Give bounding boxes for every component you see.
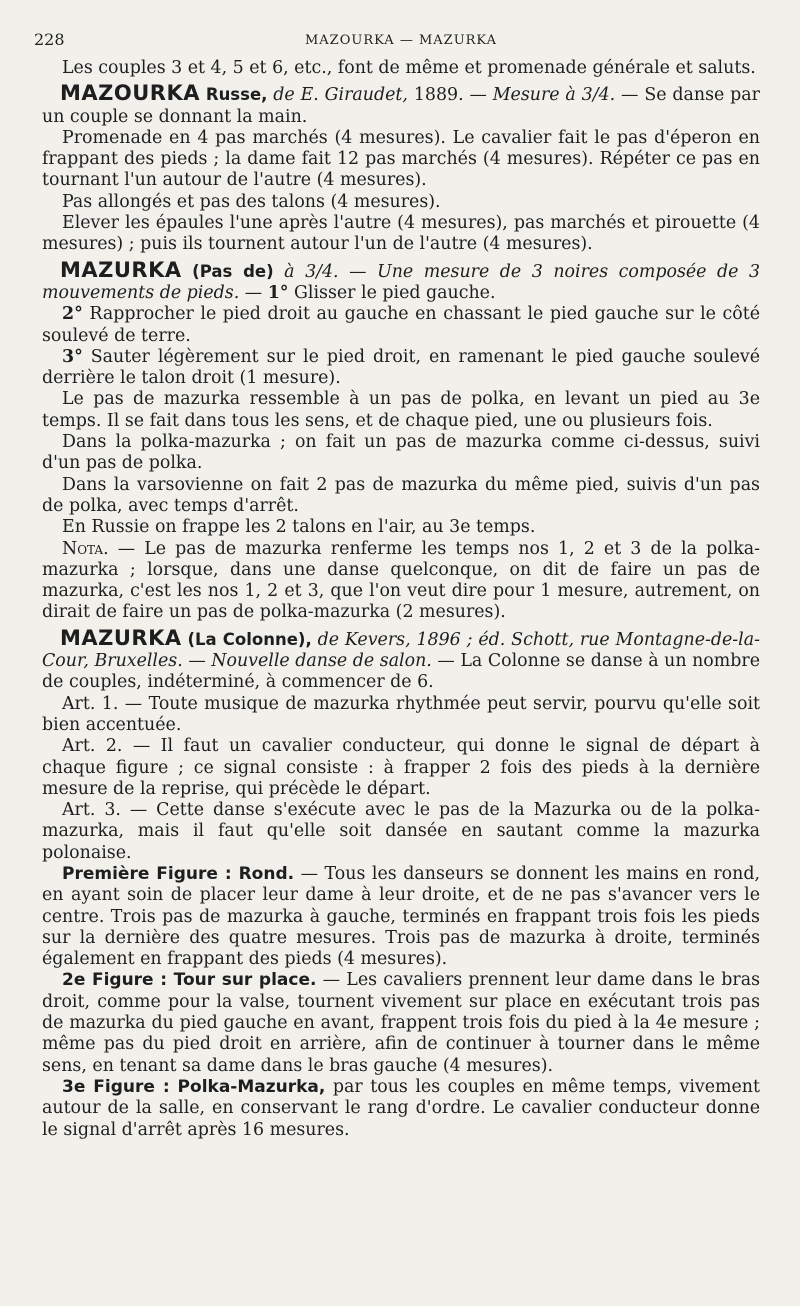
paragraph-article: Art. 3. — Cette danse s'exécute avec le pas de la Mazurka ou de la polka-mazurka, mais il faut qu'elle soit dansée en sautant comme la mazurka polonaise. (42, 800, 760, 863)
entry-year: 1889. (407, 85, 464, 106)
entry-mazurka-pas-de (42, 257, 761, 305)
entry-measure: Mesure à 3/4. (492, 85, 616, 106)
entry-subtitle: Nouvelle danse de salon. (211, 651, 432, 672)
dash: — (338, 261, 378, 282)
step-number: 1° (267, 282, 289, 303)
paragraph: Elever les épaules l'une après l'autre (4 mesures), pas marchés et pirouette (4 mesures) ; puis ils tournent autour l'un de l'autre (4 mesures). (42, 213, 760, 255)
nota-text: — Le pas de mazurka renferme les temps nos 1, 2 et 3 de la polka-mazurka ; lorsque, dans une danse quelconque, on dit de faire un pas de mazurka, c'est les nos 1, 2 et 3, que l'on veut dire pour 1 mesure, autrement, on dirait de faire un pas de polka-mazurka (2 mesures). (42, 538, 760, 623)
figure-text: par tous les couples en même temps, vivement autour de la salle, en conservant le rang d'ordre. Le cavalier conducteur donne le signal d'arrêt après 16 mesures. (42, 1076, 760, 1140)
entry-lemma: MAZOURKA (60, 81, 200, 106)
entry-qualifier: Russe, (205, 85, 268, 105)
paragraph: Pas allongés et pas des talons (4 mesures). (62, 191, 441, 212)
paragraph: Dans la polka-mazurka ; on fait un pas de mazurka comme ci-dessus, suivi d'un pas de polka. (42, 432, 760, 474)
paragraph-figure (42, 864, 760, 970)
paragraph: Promenade en 4 pas marchés (4 mesures). Le cavalier fait le pas d'éperon en frappant des pieds ; la dame fait 12 pas marchés (4 mesures). Répéter ce pas en tournant l'un autour de l'autre (4 mesures). (42, 127, 760, 191)
entry-text: Glisser le pied gauche. (288, 282, 496, 303)
paragraph-figure (42, 970, 760, 1076)
body-text (42, 58, 760, 1141)
entry-qualifier: (Pas de) (192, 261, 274, 281)
paragraph-step (42, 304, 760, 347)
figure-title: Première Figure : Rond. (62, 863, 295, 884)
running-header (34, 30, 760, 54)
entry-text: Se danse par un couple se donnant la main. (42, 85, 760, 127)
running-title: MAZOURKA — MAZURKA (304, 33, 498, 48)
paragraph-article: Art. 2. — Il faut un cavalier conducteur, qui donne le signal de départ à chaque figure ; ce signal consiste : à frapper 2 fois des pieds à la dernière mesure de la reprise, qui précède le départ. (42, 736, 760, 799)
paragraph: En Russie on frappe les 2 talons en l'air, au 3e temps. (62, 517, 536, 538)
dash: — (615, 85, 639, 106)
paragraph: Dans la varsovienne on fait 2 pas de mazurka du même pied, suivis d'un pas de polka, avec temps d'arrêt. (42, 474, 760, 516)
entry-mazourka-russe (42, 83, 760, 128)
figure-text: — Tous les danseurs se donnent les mains en rond, en ayant soin de placer leur dame à leur droite, et de ne pas s'avancer vers le centre. Trois pas de mazurka à gauche, terminés en frappant trois fois les pieds sur la dernière des quatre mesures. Trois pas de mazurka à droite, terminés également en frappant des pieds (4 mesures). (42, 863, 760, 970)
page-number: 228 (34, 30, 65, 49)
figure-title: 3e Figure : Polka-Mazurka, (62, 1076, 326, 1097)
paragraph-figure (42, 1077, 760, 1141)
paragraph: Les couples 3 et 4, 5 et 6, etc., font de même et promenade générale et saluts. (62, 58, 756, 78)
paragraph: Le pas de mazurka ressemble à un pas de polka, en levant un pied au 3e temps. Il se fait dans tous les sens, et de chaque pied, une ou plusieurs fois. (42, 389, 760, 431)
entry-source: de Kevers, 1896 ; éd. Schott, rue Montagne-de-la-Cour, Bruxelles. (42, 629, 760, 672)
nota-label: Nota. (62, 538, 109, 559)
entry-measure: à 3/4. (273, 261, 339, 282)
entry-mazurka-la-colonne (42, 625, 760, 694)
entry-source: de E. Giraudet, (267, 85, 408, 106)
entry-text: — La Colonne se danse à un nombre de couples, indéterminé, à commencer de 6. (42, 651, 760, 693)
step-number: 3° (62, 346, 83, 367)
figure-text: — Les cavaliers prennent leur dame dans le bras droit, comme pour la valse, tournent vivement sur place en exécutant trois pas de mazurka du pied gauche en avant, frappent trois fois du pied à la 4e mesure ; même pas du pied droit en arrière, afin de continuer à tourner dans le même sens, en tenant sa dame dans le bras gauche (4 mesures). (42, 970, 760, 1076)
paragraph-nota (42, 539, 760, 624)
entry-definition: Une mesure de 3 noires composée de 3 mouvements de pieds. (42, 261, 761, 303)
paragraph-step (42, 347, 760, 390)
entry-lemma: MAZURKA (60, 625, 182, 650)
dash: — (182, 651, 212, 672)
figure-title: 2e Figure : Tour sur place. (62, 970, 317, 991)
step-text: Sauter légèrement sur le pied droit, en ramenant le pied gauche soulevé derrière le talon droit (1 mesure). (42, 346, 760, 389)
paragraph-article: Art. 1. — Toute musique de mazurka rhythmée peut servir, pourvu qu'elle soit bien accentuée. (42, 693, 760, 735)
dash: — (239, 282, 268, 303)
step-text: Rapprocher le pied droit au gauche en chassant le pied gauche sur le côté soulevé de terre. (42, 304, 760, 346)
dash: — (463, 85, 493, 106)
entry-lemma: MAZURKA (60, 257, 182, 282)
entry-qualifier: (La Colonne), (187, 629, 312, 649)
step-number: 2° (62, 304, 83, 325)
